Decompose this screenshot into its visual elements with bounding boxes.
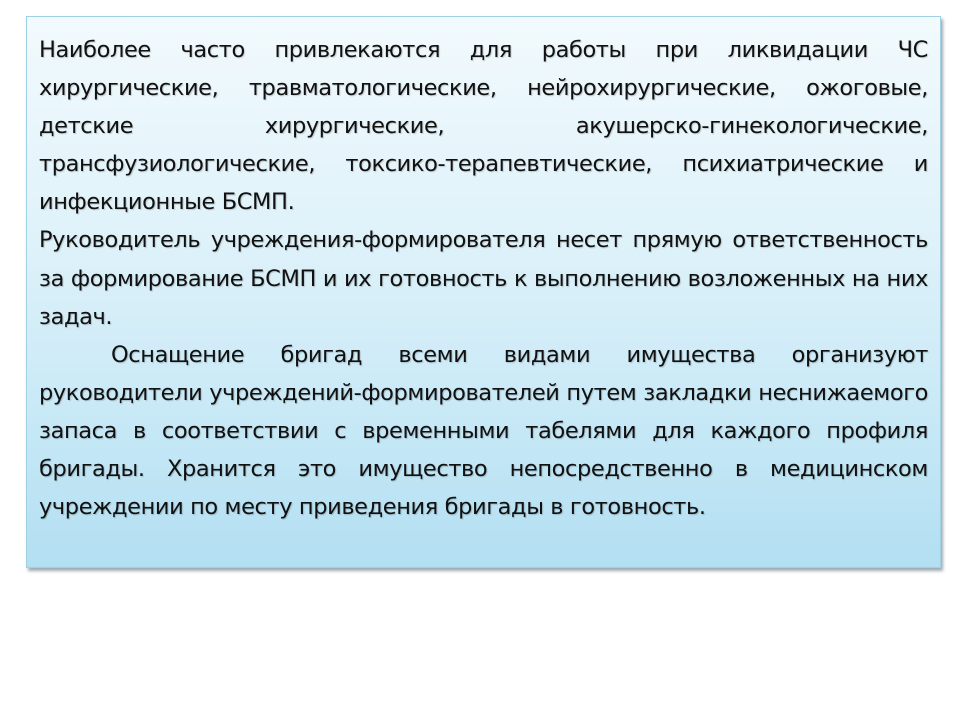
paragraph-equipment: Оснащение бригад всеми видами имущества организуют руководители учреждений-формирователей путем закладки неснижаемого запаса в соответствии с временными табелями для каждого профиля бригады. Хранится это имущество непосредственно в медицинском учреждении по месту приведения бригады в готовность.: [39, 341, 928, 521]
paragraph-responsibility: Руководитель учреждения-формирователя несет прямую ответственность за формирование БСМП и их готовность к выполнению возложенных на них задач.: [39, 227, 928, 330]
paragraph-bsmp-types: Наиболее часто привлекаются для работы при ликвидации ЧС хирургические, травматологические, нейрохирургические, ожоговые, детские хирургические, акушерско-гинекологические, трансфузиологические, токсико-терапевтические, психиатрические и инфекционные БСМП.: [39, 37, 928, 216]
text-box: [26, 16, 941, 568]
